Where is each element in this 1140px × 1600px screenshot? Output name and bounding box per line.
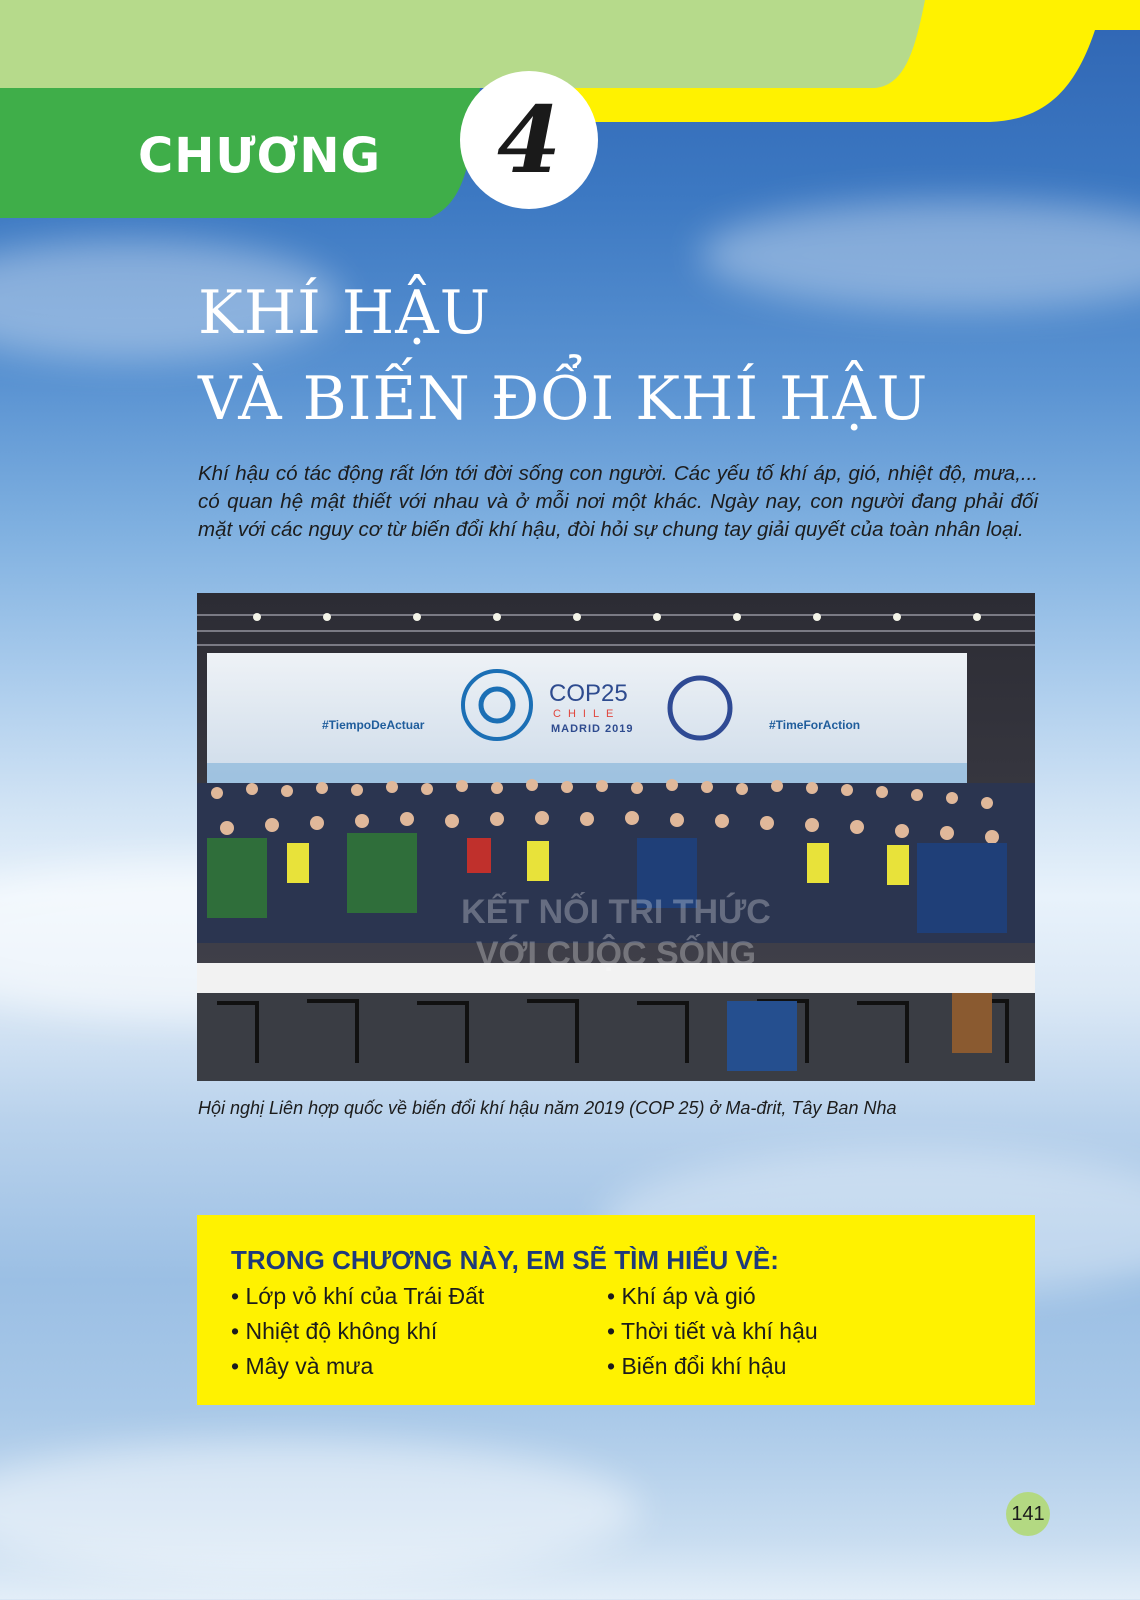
learning-goals-title: TRONG CHƯƠNG NÀY, EM SẼ TÌM HIỂU VỀ: [231,1245,779,1275]
chapter-title-line1: KHÍ HẬU [198,278,492,348]
list-item: • Mây và mưa [231,1349,484,1384]
cop-city: MADRID 2019 [551,723,634,735]
list-item: • Thời tiết và khí hậu [607,1314,818,1349]
learning-goals-left-list [231,1279,484,1384]
cop-country: CHILE [553,708,621,720]
learning-goals-right-list [607,1279,818,1384]
cop25-photo [197,593,1035,1081]
cop-title: COP25 [549,680,628,707]
watermark-line2: VỚI CUỘC SỐNG [475,935,757,973]
chapter-label: CHƯƠNG [138,128,381,184]
banner-left-hashtag: #TiempoDeActuar [322,718,425,732]
cloud-decor [0,1440,640,1580]
banner-right-hashtag: #TimeForAction [769,718,861,732]
list-item: • Biến đổi khí hậu [607,1349,818,1384]
photo-caption: Hội nghị Liên hợp quốc về biến đổi khí hậu năm 2019 (COP 25) ở Ma-đrit, Tây Ban Nha [198,1098,897,1118]
learning-goals-box [197,1215,1035,1405]
list-item: • Lớp vỏ khí của Trái Đất [231,1279,484,1314]
list-item: • Khí áp và gió [607,1279,818,1314]
chapter-number: 4 [463,74,595,206]
watermark-line1: KẾT NỐI TRI THỨC [461,893,771,931]
list-item: • Nhiệt độ không khí [231,1314,484,1349]
intro-paragraph: Khí hậu có tác động rất lớn tới đời sống con người. Các yếu tố khí áp, gió, nhiệt độ, mưa,... có quan hệ mật thiết với nhau và ở mỗi nơi một khác. Ngày nay, con người đang phải đối mặt với các nguy cơ từ biến đổi khí hậu, đòi hỏi sự chung tay giải quyết của toàn nhân loại. [198,462,1038,541]
chapter-title-line2: VÀ BIẾN ĐỔI KHÍ HẬU [198,364,929,434]
cop25-photo-illustration [197,593,1035,1081]
chapter-title [198,270,928,442]
page-number: 141 [1006,1492,1050,1536]
